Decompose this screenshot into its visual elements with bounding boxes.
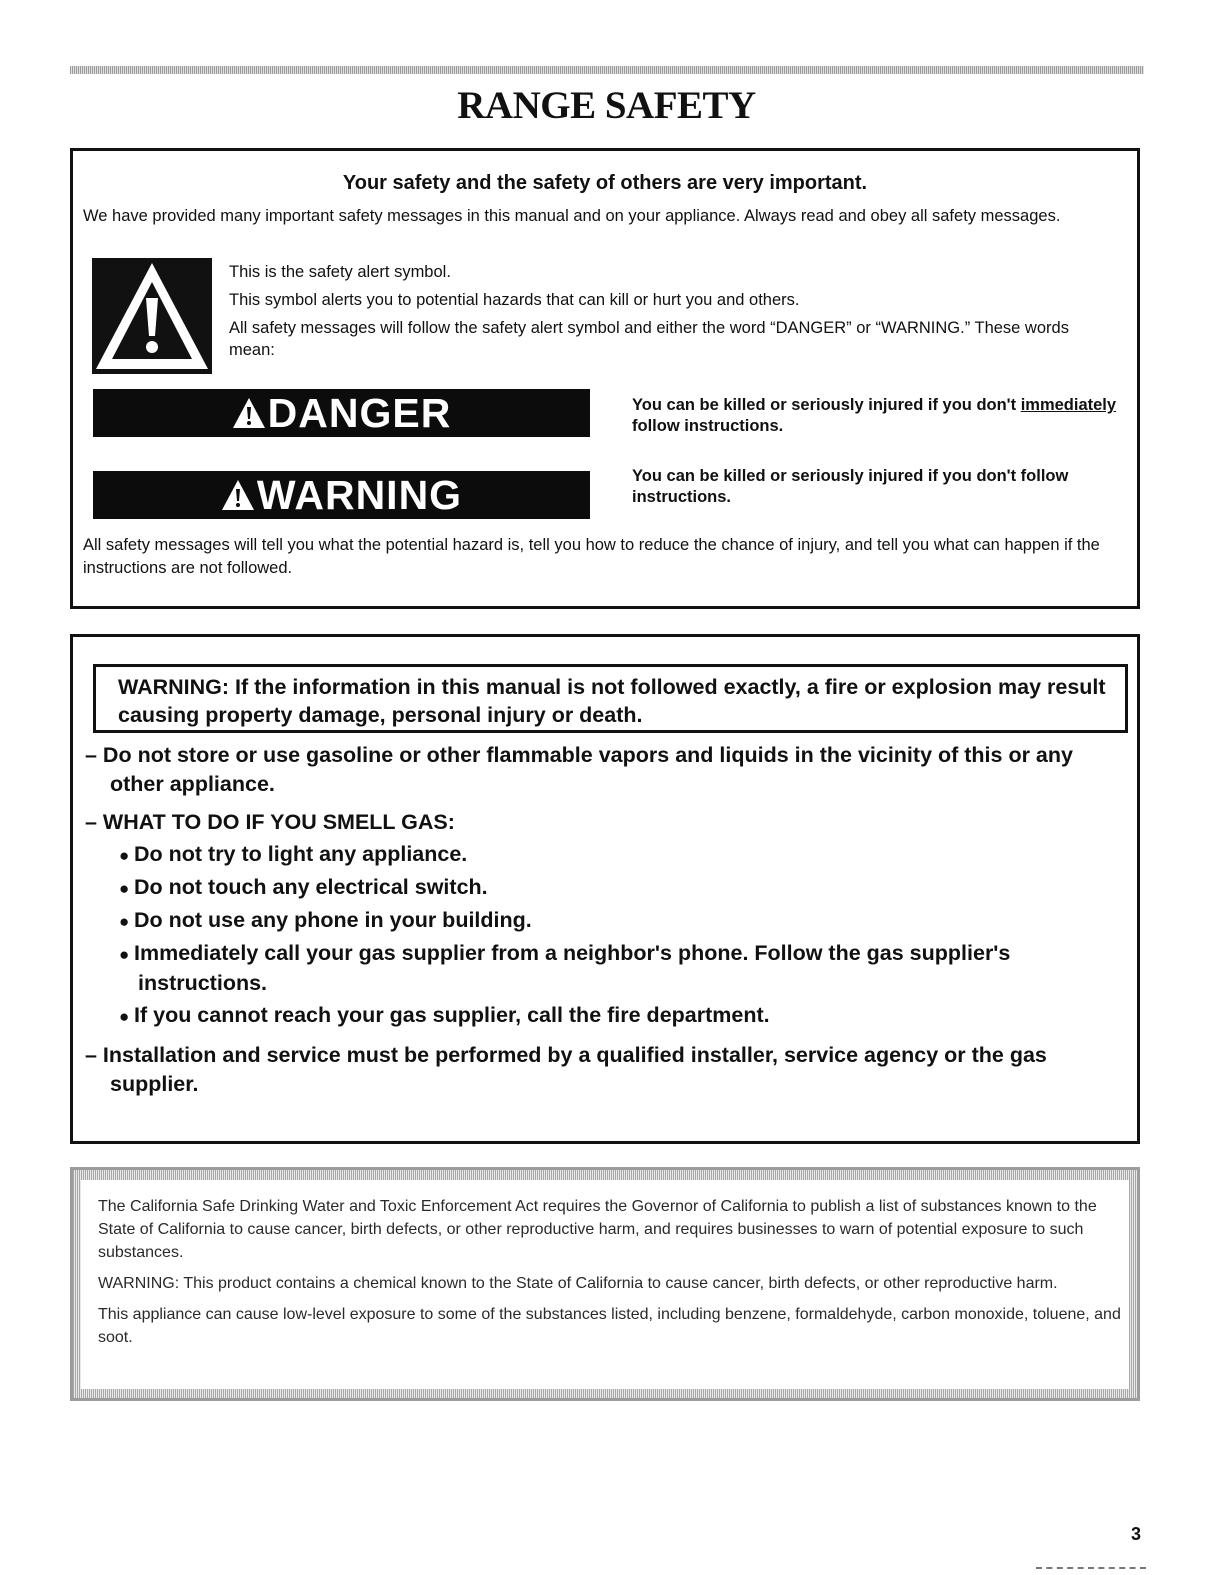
gas-warning-box bbox=[70, 634, 1140, 1144]
warning-signal-bar bbox=[93, 471, 590, 519]
alert-line: This symbol alerts you to potential hazards that can kill or hurt you and others. bbox=[229, 291, 800, 309]
danger-description bbox=[632, 395, 1122, 437]
gas-instruction: – Installation and service must be performed by a qualified installer, service agency or the gas supplier. bbox=[85, 1043, 1047, 1096]
safety-info-box bbox=[70, 148, 1140, 609]
gas-bullet-item bbox=[85, 906, 1130, 936]
danger-desc-start: You can be killed or seriously injured if you don't bbox=[632, 396, 1021, 414]
safety-intro: We have provided many important safety messages in this manual and on your appliance. Always read and obey all safety messages. bbox=[83, 207, 1061, 225]
alert-line: All safety messages will follow the safety alert symbol and either the word “DANGER” or “WARNING.” These words mean: bbox=[229, 319, 1069, 359]
alert-symbol-explanation bbox=[229, 261, 1109, 361]
bullet-icon: ● bbox=[119, 1007, 134, 1026]
california-prop65-box bbox=[70, 1167, 1140, 1401]
bullet-text: Do not touch any electrical switch. bbox=[134, 875, 488, 899]
top-divider bbox=[70, 66, 1144, 74]
bullet-text: Do not use any phone in your building. bbox=[134, 908, 532, 932]
california-text bbox=[98, 1195, 1128, 1357]
bullet-icon: ● bbox=[119, 945, 134, 964]
page-number: 3 bbox=[1131, 1524, 1142, 1544]
gas-bullet-item bbox=[85, 1001, 1130, 1031]
page-title: RANGE SAFETY bbox=[457, 84, 756, 127]
california-paragraph: WARNING: This product contains a chemical known to the State of California to cause cancer, birth defects, or other reproductive harm. bbox=[98, 1275, 1058, 1292]
california-box-inner bbox=[81, 1180, 1129, 1389]
gas-warning-statement: WARNING: If the information in this manual is not followed exactly, a fire or explosion may result causing property damage, personal injury or death. bbox=[93, 664, 1128, 733]
danger-signal-bar bbox=[93, 389, 590, 437]
danger-desc-emphasis: immediately bbox=[1020, 396, 1117, 414]
safety-alert-triangle-icon bbox=[92, 258, 212, 374]
gas-bullet-item bbox=[85, 873, 1130, 903]
california-paragraph: The California Safe Drinking Water and Toxic Enforcement Act requires the Governor of California to publish a list of substances known to the State of California to cause cancer, birth defects, or other reproductive harm, and requires businesses to warn of potential exposure to such substances. bbox=[98, 1198, 1097, 1261]
gas-instruction: – Do not store or use gasoline or other flammable vapors and liquids in the vicinity of this or any other appliance. bbox=[85, 743, 1073, 796]
bullet-text: If you cannot reach your gas supplier, call the fire department. bbox=[134, 1003, 770, 1027]
danger-label: DANGER bbox=[267, 389, 452, 436]
bullet-icon: ● bbox=[119, 879, 134, 898]
bullet-icon: ● bbox=[119, 912, 134, 931]
bullet-icon: ● bbox=[119, 846, 134, 865]
warning-description: You can be killed or seriously injured if you don't follow instructions. bbox=[632, 467, 1069, 506]
gas-bullet-item bbox=[85, 840, 1130, 870]
bottom-scan-marks bbox=[1036, 1561, 1146, 1569]
bullet-text: Do not try to light any appliance. bbox=[134, 842, 468, 866]
alert-line: This is the safety alert symbol. bbox=[229, 263, 451, 281]
warning-triangle-icon bbox=[232, 397, 266, 429]
gas-instruction: – WHAT TO DO IF YOU SMELL GAS: bbox=[85, 810, 455, 834]
gas-instructions-list bbox=[85, 741, 1130, 1099]
warning-triangle-icon bbox=[221, 479, 255, 511]
bullet-text: Immediately call your gas supplier from a neighbor's phone. Follow the gas supplier's instructions. bbox=[134, 941, 1011, 995]
california-paragraph: This appliance can cause low-level exposure to some of the substances listed, including benzene, formaldehyde, carbon monoxide, toluene, and soot. bbox=[98, 1306, 1121, 1346]
safety-heading: Your safety and the safety of others are very important. bbox=[342, 172, 868, 194]
gas-bullet-item bbox=[85, 939, 1130, 998]
warning-label: WARNING bbox=[256, 471, 463, 518]
danger-desc-end: follow instructions. bbox=[632, 417, 784, 435]
safety-closing: All safety messages will tell you what the potential hazard is, tell you how to reduce the chance of injury, and tell you what can happen if the instructions are not followed. bbox=[83, 536, 1100, 577]
